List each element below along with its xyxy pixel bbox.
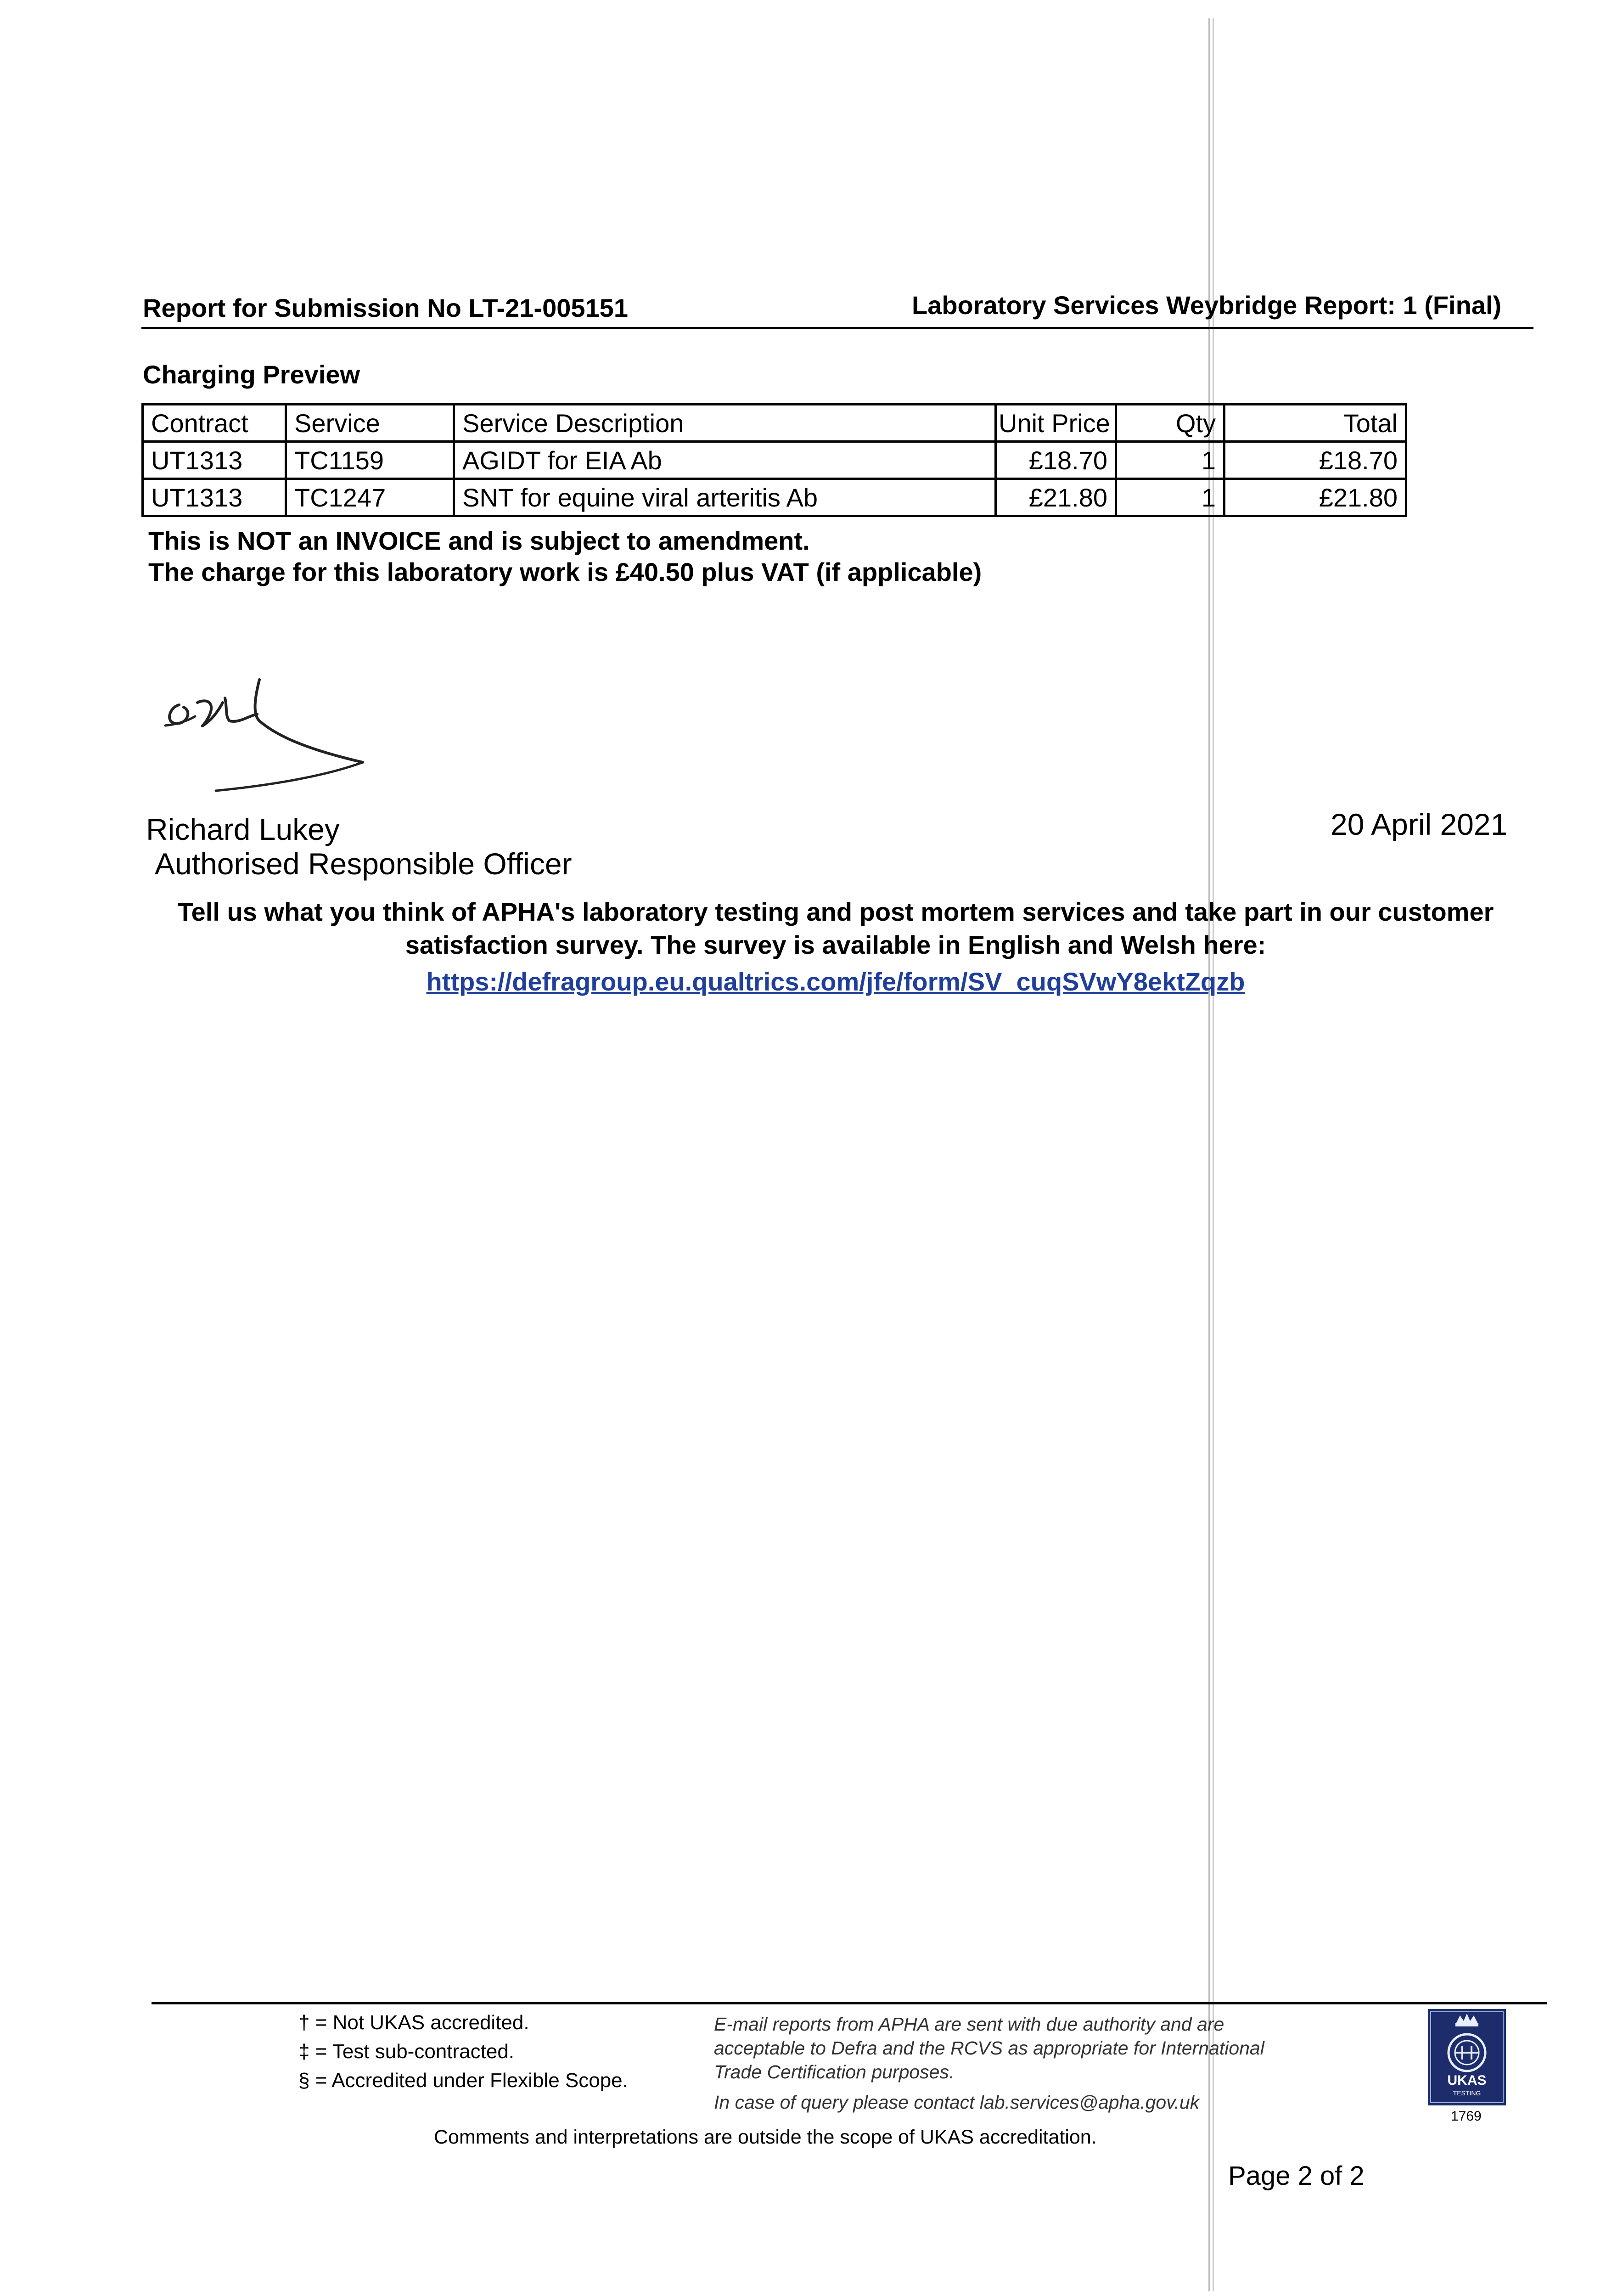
table-row: [143, 479, 1406, 516]
table-header-row: [143, 405, 1406, 442]
report-title-heading: Laboratory Services Weybridge Report: 1 (Final): [912, 291, 1502, 320]
not-invoice-notice: This is NOT an INVOICE and is subject to amendment.: [148, 526, 810, 555]
table-row: [143, 442, 1406, 479]
column-header-service: Service: [286, 405, 454, 442]
ukas-accreditation-logo: [1428, 2009, 1506, 2105]
scan-artifact-line: [1208, 18, 1214, 2291]
ukas-logo-text: UKAS: [1447, 2073, 1487, 2088]
ukas-scope-note: Comments and interpretations are outside the scope of UKAS accreditation.: [434, 2126, 1097, 2148]
cell-service: TC1247: [286, 479, 454, 516]
column-header-qty: Qty: [1116, 405, 1224, 442]
ukas-logo-subtext: TESTING: [1453, 2089, 1481, 2097]
survey-link[interactable]: https://defragroup.eu.qualtrics.com/jfe/form/SV_cuqSVwY8ektZqzb: [426, 967, 1245, 996]
ukas-lab-number: 1769: [1451, 2109, 1482, 2124]
footer-divider: [152, 2002, 1547, 2004]
legend-subcontracted: ‡ = Test sub-contracted.: [298, 2040, 515, 2063]
charge-summary: The charge for this laboratory work is £40.50 plus VAT (if applicable): [148, 557, 982, 586]
header-divider: [141, 327, 1533, 329]
officer-role: Authorised Responsible Officer: [155, 847, 572, 881]
legend-flexible-scope: § = Accredited under Flexible Scope.: [298, 2069, 628, 2092]
survey-invitation: [152, 895, 1520, 962]
ukas-crown-icon: [1428, 2009, 1506, 2105]
query-contact: In case of query please contact lab.services@apha.gov.uk: [714, 2092, 1200, 2113]
cell-total: £21.80: [1224, 479, 1406, 516]
disclaimer-line-3: Trade Certification purposes.: [714, 2061, 955, 2082]
charging-preview-title: Charging Preview: [143, 360, 360, 389]
charging-table: [141, 403, 1407, 517]
cell-description: AGIDT for EIA Ab: [454, 442, 996, 479]
submission-number-heading: Report for Submission No LT-21-005151: [143, 293, 628, 322]
cell-unit-price: £21.80: [996, 479, 1116, 516]
disclaimer-line-1: E-mail reports from APHA are sent with due authority and are: [714, 2014, 1224, 2035]
column-header-contract: Contract: [143, 405, 286, 442]
officer-name: Richard Lukey: [146, 812, 340, 846]
disclaimer-line-2: acceptable to Defra and the RCVS as appropriate for International: [714, 2037, 1264, 2059]
column-header-total: Total: [1224, 405, 1406, 442]
handwritten-signature: [161, 670, 376, 804]
page-number: Page 2 of 2: [1228, 2161, 1365, 2191]
cell-service: TC1159: [286, 442, 454, 479]
cell-contract: UT1313: [143, 442, 286, 479]
survey-line-1: Tell us what you think of APHA's laboratory testing and post mortem services and take part in our customer: [177, 897, 1494, 926]
column-header-unit-price: Unit Price: [996, 405, 1116, 442]
legend-not-accredited: † = Not UKAS accredited.: [298, 2011, 529, 2034]
cell-qty: 1: [1116, 442, 1224, 479]
cell-unit-price: £18.70: [996, 442, 1116, 479]
survey-link-row: [152, 967, 1520, 996]
cell-total: £18.70: [1224, 442, 1406, 479]
cell-contract: UT1313: [143, 479, 286, 516]
column-header-description: Service Description: [454, 405, 996, 442]
cell-description: SNT for equine viral arteritis Ab: [454, 479, 996, 516]
survey-line-2: satisfaction survey. The survey is available in English and Welsh here:: [405, 930, 1266, 959]
cell-qty: 1: [1116, 479, 1224, 516]
report-date: 20 April 2021: [1331, 807, 1508, 841]
